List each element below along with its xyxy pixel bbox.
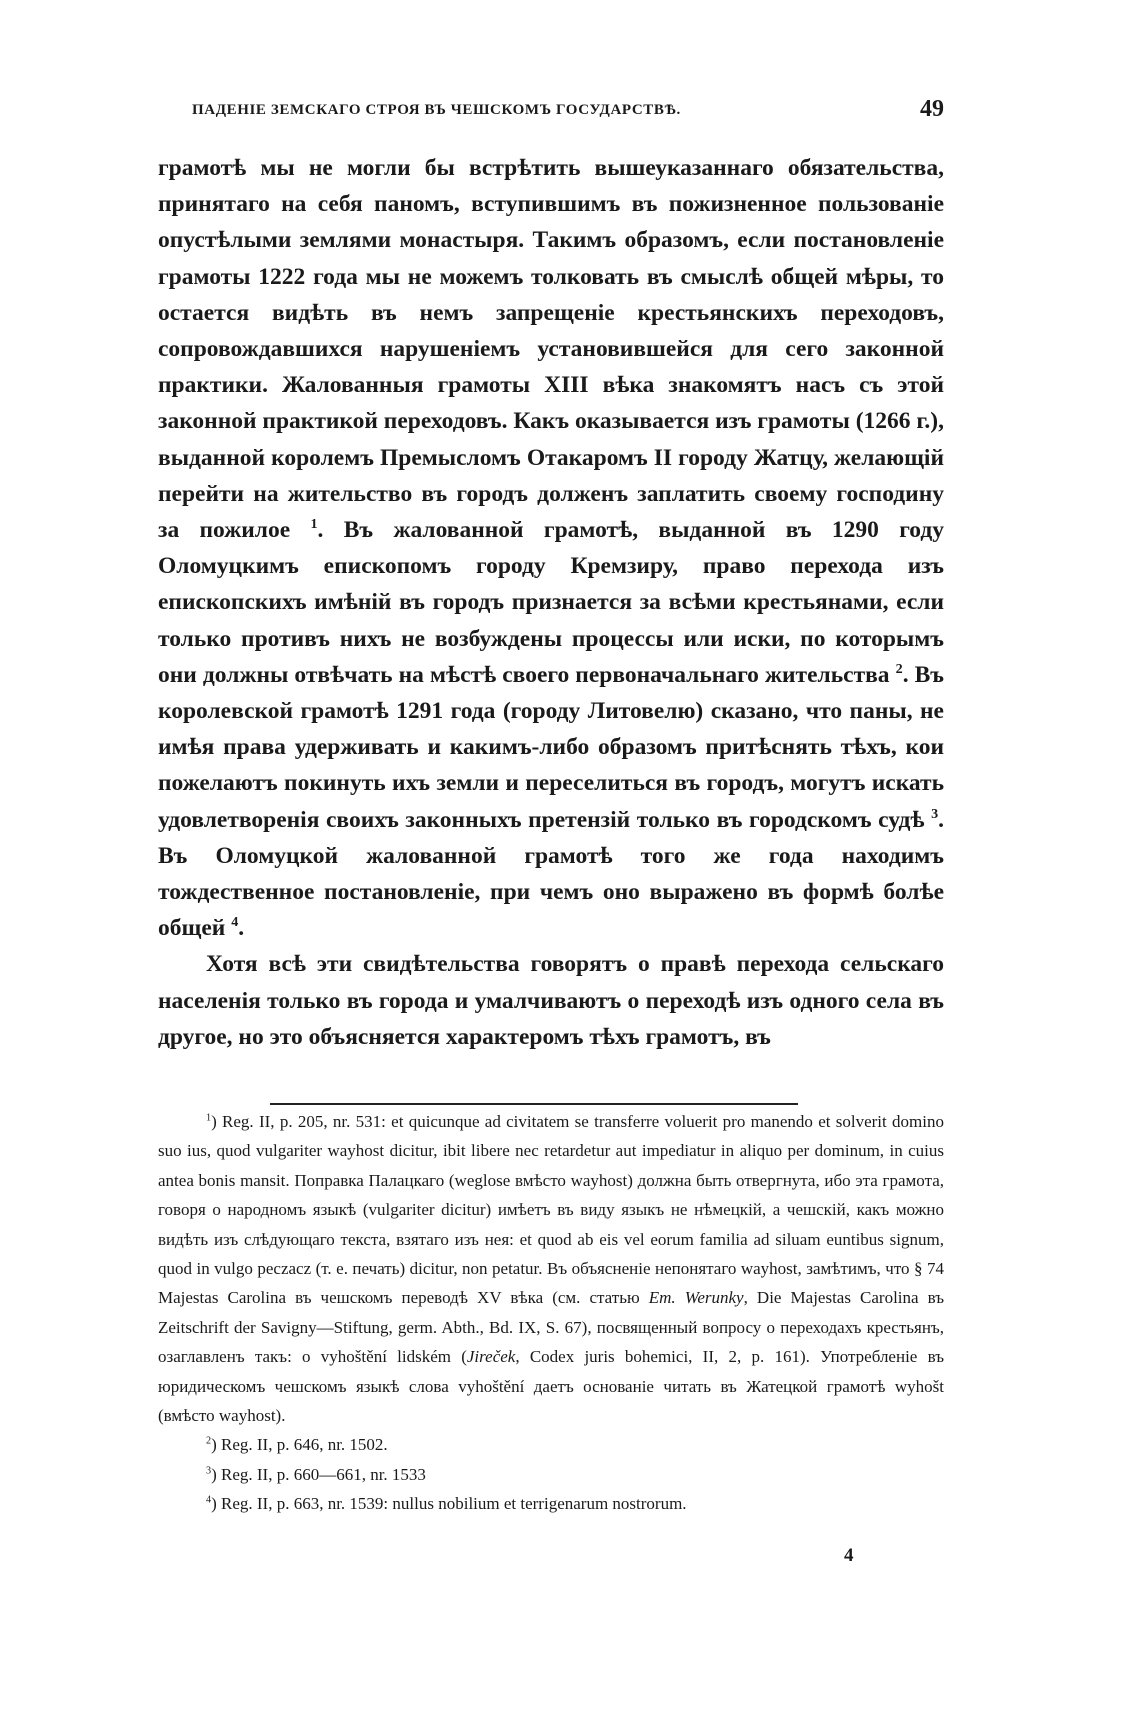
footnote-4 (158, 1489, 944, 1518)
paragraph-1 (158, 150, 944, 946)
running-title: ПАДЕНІЕ ЗЕМСКАГО СТРОЯ ВЪ ЧЕШСКОМЪ ГОСУДАРСТВѢ. (192, 102, 681, 118)
footnote-2-mark: 2 (206, 1435, 212, 1447)
footnote-1-part-b: , Die Majestas Carolina въ Zeitschrift der Savigny—Stiftung, germ. Abth., Bd. IX, S. 67), посвященный вопросу о переходахъ крестьянъ, озаглавленъ такъ: o vyhoštění lidském ( (158, 1288, 945, 1367)
footnote-1-author-werunky: Em. Werunky (648, 1288, 744, 1308)
footnotes (158, 1107, 944, 1519)
footnote-4-text: ) Reg. II, p. 663, nr. 1539: nullus nobilium et terrigenarum nostrorum. (211, 1494, 687, 1514)
footnote-1-mark: 1 (206, 1112, 212, 1124)
footnote-ref-3: 3 (931, 805, 939, 822)
paragraph-1-part-c: . Въ королевской грамотѣ 1291 года (городу Литовелю) сказано, что паны, не имѣя права удерживать и какимъ-либо образомъ притѣснять тѣхъ, кои пожелаютъ покинуть ихъ земли и переселиться въ городъ, могутъ искать удовлетворенія своихъ законныхъ претензій только въ городскомъ судѣ (158, 661, 945, 833)
running-head (192, 96, 944, 130)
page-number: 49 (920, 96, 944, 122)
footnote-2-text: ) Reg. II, p. 646, nr. 1502. (211, 1435, 388, 1455)
footnote-1-part-a: ) Reg. II, p. 205, nr. 531: et quicunque ad civitatem se transferre voluerit pro manendo et solverit domino suo ius, quod vulgariter wayhost dicitur, ibit libere nec retardetur aut impediatur in aliquo per dominum, in cuius antea bonis mansit. Поправка Палацкаго (weglose вмѣсто wayhost) должна быть отвергнута, ибо эта грамота, говоря о народномъ языкѣ (vulgariter dicitur) имѣетъ въ виду языкъ не нѣмецкій, а чешскій, какъ можно видѣть изъ слѣдующаго текста, взятаго изъ нея: et quod ab eis vel eorum familia ad siluam euntibus signum, quod in vulgo peczacz (т. е. печать) dicitur, non petatur. Въ объясненіе непонятаго wayhost, замѣтимъ, что § 74 Majestas Carolina въ чешскомъ переводѣ XV вѣка (см. статью (158, 1112, 944, 1308)
main-text (158, 150, 944, 1055)
paragraph-1-part-d: . Въ Оломуцкой жалованной грамотѣ того же года находимъ тождественное постановленіе, при чемъ оно выражено въ формѣ болѣе общей (158, 806, 944, 942)
paragraph-1-part-b: . Въ жалованной грамотѣ, выданной въ 1290 году Оломуцкимъ епископомъ городу Кремзиру, право перехода изъ епископскихъ имѣній въ городъ признается за всѣми крестьянами, если только противъ нихъ не возбуждены процессы или иски, по которымъ они должны отвѣчать на мѣстѣ своего первоначальнаго жительства (158, 517, 945, 688)
footnote-1-part-c: , Codex juris bohemici, II, 2, p. 161). Употребленіе въ юридическомъ чешскомъ языкѣ слова vyhoštění даетъ основаніе читать въ Жатецкой грамотѣ wyhošt (вмѣсто wayhost). (158, 1347, 944, 1426)
footnote-3 (158, 1460, 944, 1489)
footnote-1-author-jirecek: Jireček (466, 1347, 516, 1367)
paragraph-1-part-e: . (238, 915, 245, 942)
footnote-2 (158, 1430, 944, 1459)
footnote-ref-2: 2 (895, 661, 903, 678)
footnote-ref-4: 4 (231, 914, 239, 931)
paragraph-2: Хотя всѣ эти свидѣтельства говорятъ о правѣ перехода сельскаго населенія только въ города и умалчиваютъ о переходѣ изъ одного села въ другое, но это объясняется характеромъ тѣхъ грамотъ, въ (158, 951, 944, 1050)
footnote-ref-1: 1 (310, 516, 318, 533)
footnote-3-mark: 3 (206, 1465, 212, 1477)
footnote-4-mark: 4 (206, 1494, 212, 1506)
footnote-3-text: ) Reg. II, p. 660—661, nr. 1533 (211, 1464, 426, 1484)
footnote-1 (158, 1107, 944, 1430)
footnote-divider (270, 1103, 798, 1105)
signature-mark: 4 (844, 1545, 854, 1566)
paragraph-1-part-a: грамотѣ мы не могли бы встрѣтить вышеуказаннаго обязательства, принятаго на себя паномъ, вступившимъ въ пожизненное пользованіе опустѣлыми землями монастыря. Такимъ образомъ, если постановленіе грамоты 1222 года мы не можемъ толковать въ смыслѣ общей мѣры, то остается видѣть въ немъ запрещеніе крестьянскихъ переходовъ, сопровождавшихся нарушеніемъ установившейся для сего законной практики. Жалованныя грамоты XIII вѣка знакомятъ насъ съ этой законной практикой переходовъ. Какъ оказывается изъ грамоты (1266 г.), выданной королемъ Премысломъ Отакаромъ II городу Жатцу, желающій перейти на жительство въ городъ долженъ заплатить своему господину за пожилое (158, 155, 944, 544)
